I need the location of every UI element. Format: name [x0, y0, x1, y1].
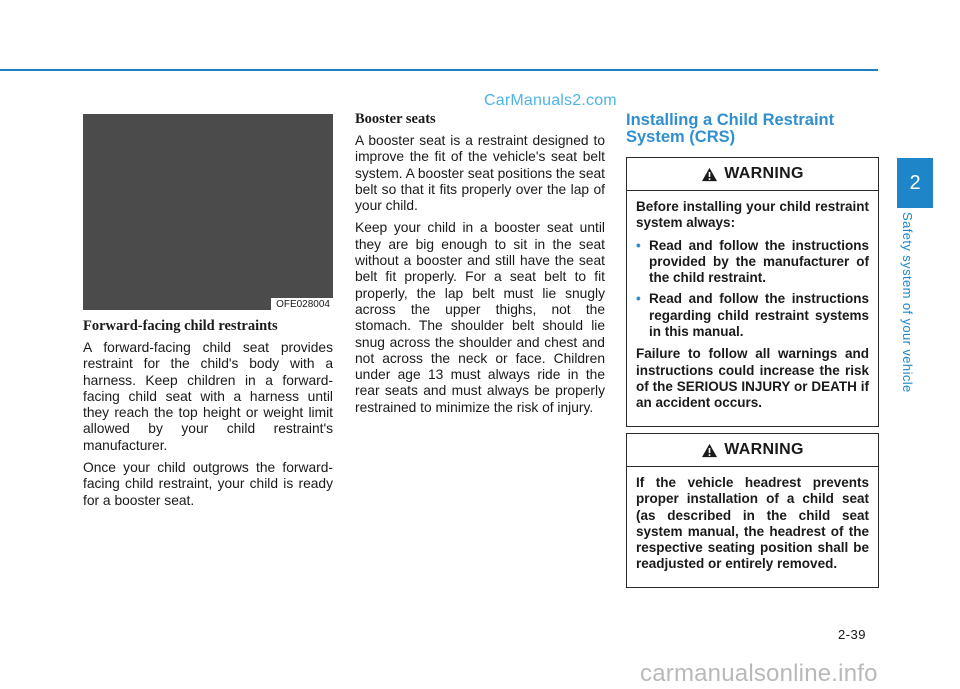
- page-number: 2-39: [838, 627, 867, 642]
- warning-header-2: [627, 434, 878, 467]
- forward-facing-para-2: Once your child outgrows the forward-facing child restraint, your child is ready for a booster seat.: [83, 460, 333, 508]
- warning-body-2: [627, 467, 878, 587]
- warning-1-bullet-1-text: Read and follow the instructions provided by the manufacturer of the child restraint.: [649, 237, 869, 286]
- column-forward-facing: [83, 114, 333, 515]
- top-rule: [0, 69, 878, 71]
- warning-1-list: [636, 238, 869, 341]
- bullet-icon: •: [636, 291, 641, 307]
- chapter-number-tab: 2: [897, 158, 933, 208]
- warning-triangle-icon: [701, 443, 718, 458]
- booster-heading: Booster seats: [355, 111, 436, 127]
- crs-title: [626, 112, 877, 145]
- warning-2-text: If the vehicle headrest prevents proper installation of a child seat (as described in the child seat system manual, the headrest of the respective seating position shall be readjusted or entirely removed.: [636, 475, 869, 572]
- crs-title-line-2: System (CRS): [626, 127, 736, 146]
- column-crs: [626, 112, 877, 145]
- warning-1-bullet-1: [636, 238, 869, 287]
- warning-box-2: [626, 433, 879, 588]
- column-booster-seats: [355, 111, 605, 422]
- warning-label-1: WARNING: [724, 165, 804, 182]
- warning-1-bullet-2-text: Read and follow the instructions regarding child restraint systems in this manual.: [649, 291, 869, 340]
- watermark-top: CarManuals2.com: [484, 92, 617, 109]
- warning-box-1: [626, 157, 879, 427]
- photo-code: OFE028004: [271, 298, 333, 310]
- crs-title-line-1: Installing a Child Restraint: [626, 111, 835, 129]
- forward-facing-heading: Forward-facing child restraints: [83, 318, 278, 334]
- bullet-icon: •: [636, 237, 641, 253]
- warning-1-bullet-2: [636, 291, 869, 340]
- warning-header-1: [627, 158, 878, 191]
- forward-facing-para-1: A forward-facing child seat provides restraint for the child's body with a harness. Keep children in a forward-facing child seat with a harness until they reach the top height or weight limit allowed by your child restraint's manufacturer.: [83, 340, 333, 453]
- warning-label-2: WARNING: [724, 441, 804, 458]
- child-seat-photo: [83, 114, 333, 310]
- watermark-bottom: carmanualsonline.info: [640, 660, 878, 687]
- warning-body-1: [627, 191, 878, 426]
- warning-1-closing: Failure to follow all warnings and instructions could increase the risk of the SERIOUS INJURY or DEATH if an accident occurs.: [636, 346, 869, 411]
- chapter-title: Safety system of your vehicle: [900, 212, 915, 393]
- warning-1-intro: Before installing your child restraint system always:: [636, 199, 869, 231]
- booster-para-2: Keep your child in a booster seat until they are big enough to sit in the seat without a booster and still have the seat belt fit properly. For a seat belt to fit properly, the lap belt must lie snugly across the upper thighs, not the stomach. The shoulder belt should lie snug across the shoulder and chest and not across the neck or face. Children under age 13 must always ride in the rear seats and must always be properly restrained to minimize the risk of injury.: [355, 220, 605, 415]
- warning-triangle-icon: [701, 167, 718, 182]
- booster-para-1: A booster seat is a restraint designed to improve the fit of the vehicle's seat belt system. A booster seat positions the seat belt so that it fits properly over the lap of your child.: [355, 133, 606, 214]
